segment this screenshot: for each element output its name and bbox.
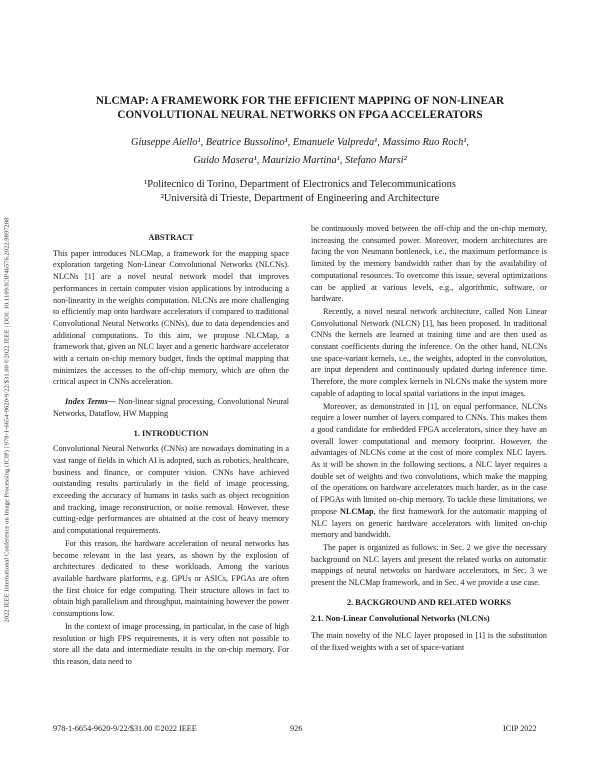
title-line-2: CONVOLUTIONAL NEURAL NETWORKS ON FPGA ACCELERATORS [117, 109, 483, 121]
footer-conference: ICIP 2022 [503, 724, 537, 733]
affiliation-2: ²Università di Trieste, Department of Engineering and Architecture [160, 192, 440, 204]
right-column [311, 223, 547, 654]
abstract-heading: ABSTRACT [148, 233, 194, 242]
intro-heading: 1. INTRODUCTION [133, 428, 209, 438]
section-2-heading: 2. BACKGROUND AND RELATED WORKS [346, 597, 512, 607]
authors [60, 134, 540, 170]
title-line-1: NLCMAP: A FRAMEWORK FOR THE EFFICIENT MAPPING OF NON-LINEAR [95, 95, 505, 107]
right-paragraph-1: be continuously moved between the off-chip and the on-chip memory, increasing the consumed power. Moreover, modern architectures are facing the von Neumann bottleneck, i.e., the maximum performance is limited by the memory bandwidth rather than by the availability of computational resources. To overcome this issue, several optimizations can be applied at various levels, e.g., algorithmic, software, or hardware. [311, 224, 547, 304]
abstract-text: This paper introduces NLCMap, a framework for the mapping space exploration targeting Non-Linear Convolutional Networks (NLCNs). NLCNs [1] are a novel neural network model that improves performances in certain computer vision applications by introducing a non-linearity in the weights computation. NLCNs are more challenging to efficiently map onto hardware accelerators if compared to traditional Convolutional Neural Networks (CNNs), due to data dependencies and additional computations. To this aim, we propose NLCMap, a framework that, given an NLC layer and a generic hardware accelerator with a certain on-chip memory budget, finds the optimal mapping that minimizes the accesses to the off-chip memory, which are often the critical aspect in CNNs acceleration. [53, 248, 289, 387]
paper-title [60, 94, 540, 122]
side-note-text: 2022 IEEE International Conference on Image Processing (ICIP) | 978-1-6654-9620-9/22/$31.00 ©2022 IEEE | DOI: 10.1109/ICIP46576.2022.9897288 [3, 217, 11, 623]
index-terms [53, 396, 289, 419]
right-paragraph-3b: , the first framework for the automatic mapping of NLC layers on generic hardware accelerators with limited on-chip memory and bandwidth. [311, 506, 547, 540]
section-2-1-heading: 2.1. Non-Linear Convolutional Networks (NLCNs) [311, 613, 490, 623]
left-column [53, 232, 289, 668]
index-terms-text: Non-linear signal processing, Convolutional Neural Networks, Dataflow, HW Mapping [53, 397, 289, 418]
right-paragraph-4: The paper is organized as follows: in Sec. 2 we give the necessary background on NLC layers and present the related works on automatic mappings of neural networks on hardware accelerators, in Sec. 3 we present the NLCMap framework, and in Sec. 4 we provide a use case. [311, 542, 547, 588]
nlcmap-emphasis: NLCMap [340, 506, 374, 516]
affiliation-1: ¹Politecnico di Torino, Department of Electronics and Telecommunications [144, 179, 456, 190]
right-paragraph-3a: Moreover, as demonstrated in [1], on equal performance, NLCNs require a lower number of layers compared to CNNs. This makes them a good candidate for embedded FPGA accelerators, since they have an overall lower computational and memory footprint. However, the advantages of NLCNs come at the cost of more complex NLC layers. As it will be shown in the following sections, a NLC layer requires a double set of weights and two convolutions, which make the mapping of the operations on hardware accelerators much harder, as in the case of FPGAs with limited on-chip memory. To tackle these limitations, we propose [311, 401, 547, 516]
right-paragraph-2: Recently, a novel neural network architecture, called Non Linear Convolutional Network (NLCN) [1], has been proposed. In traditional CNNs the kernels are learned at training time and are then used as constant coefficients during the inference. On the other hand, NLCNs use space-variant kernels, i.e., the weights, adopted in the convolution, are input dependent and continuously updated during inference time. Therefore, the more complex kernels in NLCNs make the system more capable of adapting to local spatial variations in the input images. [311, 306, 547, 398]
section-2-1-paragraph: The main novelty of the NLC layer proposed in [1] is the substitution of the fixed weights with a set of space-variant [311, 631, 547, 652]
affiliations [60, 178, 540, 205]
footer-page-number: 926 [290, 724, 303, 733]
intro-paragraph-2: For this reason, the hardware acceleration of neural networks has become relevant in the last years, as shown by the explosion of architectures dedicated to these workloads. Among the various available hardware platforms, e.g. GPUs or ASICs, FPGAs are often the first choice for edge computing. Their structure allows in fact to obtain high parallelism and throughput, maintaining however the power consumptions low. [53, 538, 289, 619]
side-note [0, 140, 14, 700]
authors-line-1: Giuseppe Aiello¹, Beatrice Bussolino¹, Emanuele Valpreda¹, Massimo Ruo Roch¹, [131, 137, 469, 148]
footer-copyright: 978-1-6654-9620-9/22/$31.00 ©2022 IEEE [53, 724, 197, 733]
intro-paragraph-1: Convolutional Neural Networks (CNNs) are nowadays dominating in a vast range of fields in which AI is adopted, such as robotics, healthcare, business and finance, or computer vision. CNNs have achieved outstanding results particularly in the field of image processing, exceeding the accuracy of humans in tasks such as object recognition and tracking, image reconstruction, or noise removal. However, these cutting-edge performances are obtained at the cost of heavy memory and computational requirements. [53, 444, 289, 536]
index-terms-label: Index Terms— [65, 397, 116, 407]
authors-line-2: Guido Masera¹, Maurizio Martina¹, Stefano Marsi² [193, 155, 407, 166]
intro-paragraph-3: In the context of image processing, in particular, in the case of high resolution or high FPS requirements, it is very often not possible to store all the data and intermediate results in the on-chip memory. For this reason, data need to [53, 621, 289, 666]
right-paragraph-3 [311, 401, 547, 541]
